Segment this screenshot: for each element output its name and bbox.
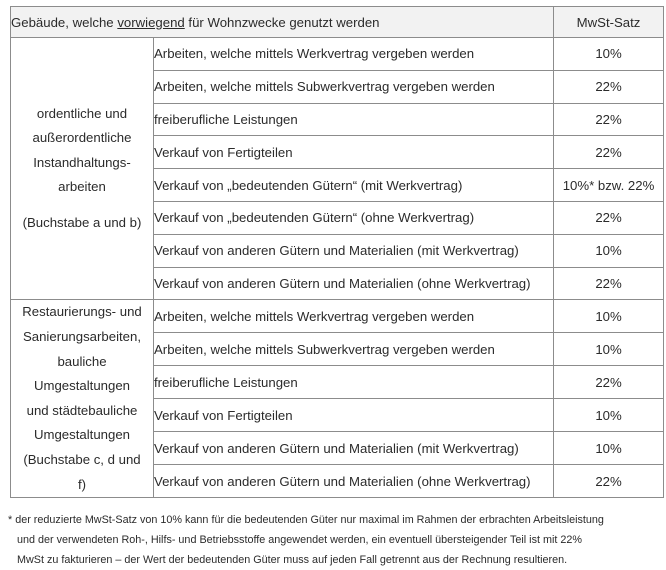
activity-cell: Verkauf von anderen Gütern und Materialien (mit Werkvertrag) — [154, 234, 554, 267]
table-body — [11, 38, 664, 498]
activity-cell: Verkauf von anderen Gütern und Materialien (ohne Werkvertrag) — [154, 267, 554, 300]
table-header-row — [11, 7, 664, 38]
header-title-before: Gebäude, welche — [11, 14, 118, 30]
header-title-emphasis: vorwiegend — [117, 14, 185, 30]
activity-cell: Verkauf von Fertigteilen — [154, 136, 554, 169]
header-title-after: für Wohnzwecke genutzt werden — [184, 14, 380, 30]
activity-cell: Verkauf von „bedeutenden Gütern“ (mit Werkvertrag) — [154, 169, 554, 202]
activity-cell: Verkauf von anderen Gütern und Materialien (ohne Werkvertrag) — [154, 465, 554, 498]
rate-cell: 22% — [554, 103, 664, 136]
footnote-line-2: und der verwendeten Roh-, Hilfs- und Betriebsstoffe angewendet werden, ein eventuell übersteigender Teil ist mit 22% — [17, 534, 582, 546]
vat-rate-table — [10, 6, 664, 498]
activity-cell: Arbeiten, welche mittels Subwerkvertrag vergeben werden — [154, 333, 554, 366]
table-header-title — [11, 7, 554, 38]
activity-cell: Verkauf von „bedeutenden Gütern“ (ohne Werkvertrag) — [154, 201, 554, 234]
activity-cell: freiberufliche Leistungen — [154, 103, 554, 136]
rate-cell: 22% — [554, 136, 664, 169]
category-line: Restaurierungs- und — [22, 304, 142, 320]
rate-cell: 10% — [554, 432, 664, 465]
rate-cell: 22% — [554, 366, 664, 399]
rate-cell: 10% — [554, 300, 664, 333]
table-row — [11, 38, 664, 71]
category-line: (Buchstabe c, d und — [23, 451, 141, 467]
category-line: bauliche — [57, 353, 107, 369]
category-line: außerordentliche — [32, 130, 132, 146]
category-line: Umgestaltungen — [33, 427, 131, 443]
category-note: (Buchstabe a und b) — [22, 215, 142, 231]
rate-column-header: MwSt-Satz — [554, 7, 664, 38]
activity-cell: Arbeiten, welche mittels Werkvertrag vergeben werden — [154, 38, 554, 71]
rate-cell: 10%* bzw. 22% — [554, 169, 664, 202]
category-cell — [11, 38, 154, 300]
activity-cell: Arbeiten, welche mittels Werkvertrag vergeben werden — [154, 300, 554, 333]
footnote — [8, 510, 664, 570]
rate-cell: 22% — [554, 201, 664, 234]
rate-cell: 10% — [554, 38, 664, 71]
activity-cell: freiberufliche Leistungen — [154, 366, 554, 399]
rate-cell: 22% — [554, 70, 664, 103]
rate-cell: 10% — [554, 399, 664, 432]
category-line: und städtebauliche — [26, 402, 138, 418]
table-row — [11, 300, 664, 333]
footnote-line-3: MwSt zu fakturieren – der Wert der bedeutenden Güter muss auf jeden Fall getrennt aus der Rechnung resultieren. — [17, 554, 568, 566]
rate-cell: 22% — [554, 267, 664, 300]
rate-cell: 10% — [554, 333, 664, 366]
activity-cell: Verkauf von anderen Gütern und Materialien (mit Werkvertrag) — [154, 432, 554, 465]
category-line: arbeiten — [58, 179, 106, 195]
rate-cell: 22% — [554, 465, 664, 498]
category-line: Instandhaltungs- — [33, 154, 131, 170]
footnote-line-1: * der reduzierte MwSt-Satz von 10% kann für die bedeutenden Güter nur maximal im Rahmen der erbrachten Arbeitsleistung — [8, 514, 604, 526]
category-line: ordentliche und — [36, 105, 128, 121]
category-line: Sanierungsarbeiten, — [22, 328, 142, 344]
rate-cell: 10% — [554, 234, 664, 267]
category-cell — [11, 300, 154, 498]
activity-cell: Verkauf von Fertigteilen — [154, 399, 554, 432]
category-line: Umgestaltungen — [33, 378, 131, 394]
activity-cell: Arbeiten, welche mittels Subwerkvertrag vergeben werden — [154, 70, 554, 103]
category-line: f) — [77, 476, 87, 492]
